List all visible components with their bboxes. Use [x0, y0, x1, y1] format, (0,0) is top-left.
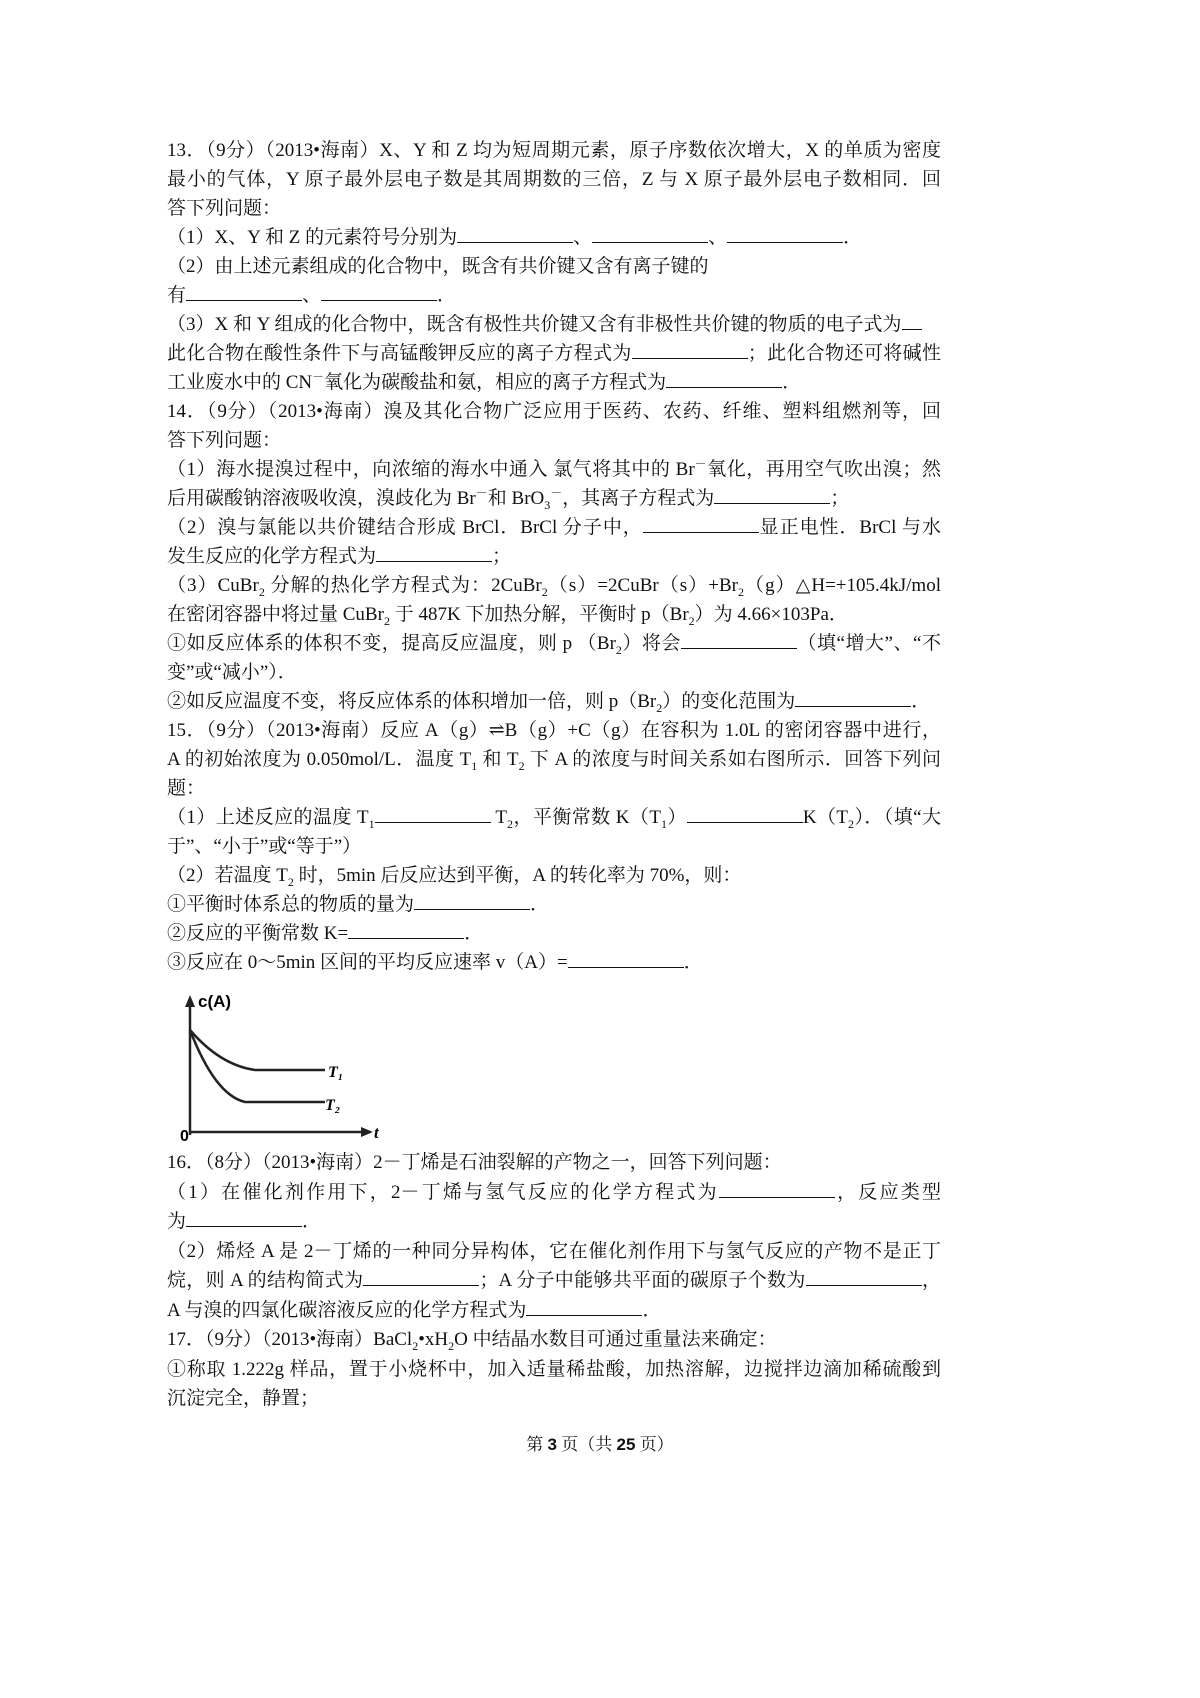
text-segment: 于”、“小于”或“等于”）: [167, 836, 362, 857]
text-line: [167, 513, 941, 542]
text-segment: ；: [830, 488, 850, 509]
curve-t1-label: T₁: [328, 1064, 344, 1081]
text-segment: 于 487K 下加热分解，平衡时 p（Br: [389, 604, 689, 625]
subscript: 2: [688, 613, 695, 628]
text-segment: 16．（8分）（2013•海南）2－丁烯是石油裂解的产物之一，回答下列问题：: [167, 1152, 782, 1173]
text-segment: ，平衡常数 K（T: [513, 807, 661, 828]
text-segment: ，: [921, 1270, 941, 1291]
text-segment: 氧化，再用空气吹出溴；然: [706, 459, 941, 480]
text-line: [167, 629, 941, 658]
footer-text: 页）: [635, 1435, 674, 1454]
subscript: 2: [287, 874, 294, 889]
text-line: [167, 1355, 941, 1385]
text-segment: K（T: [802, 807, 849, 828]
answer-blank[interactable]: [526, 1297, 642, 1316]
text-line: [167, 600, 941, 629]
subscript: 2: [258, 584, 265, 599]
text-segment: 烷，则 A 的结构简式为: [167, 1270, 364, 1291]
y-arrow-icon: [185, 995, 195, 1007]
text-segment: （s）=2CuBr（s）+Br: [547, 575, 739, 596]
text-line: [167, 774, 941, 803]
text-segment: A 与溴的四氯化碳溶液反应的化学方程式为: [167, 1299, 527, 1321]
text-segment: ①如反应体系的体积不变，提高反应温度，则 p （Br: [167, 633, 616, 654]
text-segment: （3）X 和 Y 组成的化合物中，既含有极性共价键又含有非极性共价键的物质的电子式为: [167, 314, 902, 335]
text-segment: 沉淀完全，静置；: [167, 1388, 320, 1409]
text-segment: 13．（9分）（2013•海南）X、Y 和 Z 均为短周期元素，原子序数依次增大，X 的单质为密度: [167, 140, 941, 161]
text-segment: ③反应在 0～5min 区间的平均反应速率 v（A）=: [167, 952, 568, 973]
text-segment: ；此化合物还可将碱性: [747, 343, 941, 364]
text-segment: （2）由上述元素组成的化合物中，既含有共价键又含有离子键的: [167, 256, 709, 277]
text-segment: 时，5min 后反应达到平衡，A 的转化率为 70%，则：: [293, 865, 742, 886]
text-segment: 氧化为碳酸盐和氨，相应的离子方程式为: [324, 372, 667, 393]
text-line: [167, 1296, 941, 1326]
text-segment: 答下列问题：: [167, 430, 282, 451]
curve-t1: [190, 1030, 325, 1070]
text-segment: 14．（9分）（2013•海南）溴及其化合物广泛应用于医药、农药、纤维、塑料组燃剂等，回: [167, 401, 941, 422]
answer-blank[interactable]: [643, 514, 759, 533]
text-line: [167, 165, 941, 194]
answer-blank[interactable]: [719, 1179, 835, 1198]
subscript: 2: [518, 758, 525, 773]
text-line: [167, 1325, 941, 1355]
answer-blank[interactable]: [568, 949, 684, 968]
text-segment: 17．（9分）（2013•海南）BaCl: [167, 1329, 413, 1350]
answer-blank[interactable]: [687, 804, 803, 823]
text-segment: 答下列问题：: [167, 198, 282, 219]
answer-blank[interactable]: [414, 891, 530, 910]
text-segment: ；: [492, 546, 512, 567]
text-segment: ．: [782, 372, 802, 393]
text-segment: T: [490, 807, 508, 828]
superscript: －: [550, 485, 563, 500]
text-segment: ，反应类型: [834, 1181, 941, 1203]
footer-text: 页（共: [557, 1435, 617, 1454]
answer-blank[interactable]: [714, 485, 830, 504]
text-line: [167, 919, 941, 948]
answer-blank[interactable]: [375, 804, 491, 823]
text-segment: ①称取 1.222g 样品，置于小烧杯中，加入适量稀盐酸，加热溶解，边搅拌边滴加稀硫酸到: [167, 1358, 941, 1380]
subscript: 3: [544, 497, 551, 512]
answer-blank[interactable]: [592, 224, 708, 243]
text-segment: ）．（填“大: [854, 807, 941, 828]
text-segment: 下 A 的浓度与时间关系如右图所示．回答下列问: [524, 749, 941, 770]
answer-blank[interactable]: [363, 1267, 479, 1286]
text-segment: A 的初始浓度为 0.050mol/L．温度 T: [167, 749, 472, 770]
text-line: [167, 397, 941, 426]
text-segment: 分解的热化学方程式为：2CuBr: [264, 575, 542, 596]
text-segment: （2）溴与氯能以共价键结合形成 BrCl．BrCl 分子中，: [167, 517, 643, 538]
text-line: [167, 832, 941, 861]
answer-blank[interactable]: [186, 282, 302, 301]
text-segment: 显正电性．BrCl 与水: [758, 517, 941, 538]
text-segment: ．: [530, 894, 550, 915]
text-segment: （1）上述反应的温度 T: [167, 807, 369, 828]
text-segment: （1）海水提溴过程中，向浓缩的海水中通入 氯气将其中的 Br: [167, 459, 695, 480]
text-line: [167, 745, 941, 774]
page-number: 3: [547, 1435, 558, 1454]
footer-text: 第: [526, 1435, 548, 1454]
text-line: [167, 310, 941, 339]
subscript: 2: [412, 1338, 419, 1353]
page-footer: [0, 1430, 1200, 1455]
text-segment: ．: [911, 691, 931, 712]
text-line: [167, 687, 941, 716]
text-line: [167, 803, 941, 832]
origin-label: 0: [180, 1128, 189, 1145]
text-line: [167, 484, 941, 513]
text-line: [167, 455, 941, 484]
text-segment: 、: [573, 227, 593, 248]
text-segment: ）将会: [621, 633, 681, 654]
text-segment: 发生反应的化学方程式为: [167, 546, 377, 567]
questions-16-17: [167, 1148, 941, 1414]
text-segment: 为: [167, 1211, 187, 1232]
text-segment: ．: [843, 227, 863, 248]
page-total: 25: [616, 1435, 636, 1454]
text-line: [167, 223, 941, 252]
x-axis-label: t: [374, 1123, 379, 1142]
text-segment: （1）在催化剂作用下，2－丁烯与氢气反应的化学方程式为: [167, 1181, 719, 1203]
subscript: 2: [541, 584, 548, 599]
subscript: 2: [848, 816, 855, 831]
text-segment: ．: [642, 1299, 662, 1321]
text-line: [167, 948, 941, 977]
answer-blank[interactable]: [321, 282, 437, 301]
answer-blank[interactable]: [632, 340, 748, 359]
subscript: 1: [368, 816, 375, 831]
curve-t2: [190, 1030, 325, 1102]
text-segment: （g）△H=+105.4kJ/mol: [744, 575, 941, 596]
text-line: [167, 890, 941, 919]
text-segment: （1）X、Y 和 Z 的元素符号分别为: [167, 227, 458, 248]
subscript: 2: [383, 613, 390, 628]
answer-blank[interactable]: [348, 920, 464, 939]
text-line: [167, 716, 941, 745]
text-segment: ①平衡时体系总的物质的量为: [167, 894, 415, 915]
text-line: [167, 571, 941, 600]
text-line: [167, 1207, 941, 1237]
answer-blank[interactable]: [681, 630, 797, 649]
text-segment: （填“增大”、“不: [797, 633, 941, 654]
superscript: －: [312, 369, 325, 384]
text-segment: （2）若温度 T: [167, 865, 288, 886]
subscript: 2: [448, 1338, 455, 1353]
text-segment: ）的变化范围为: [662, 691, 796, 712]
subscript: 2: [507, 816, 514, 831]
text-segment: 题：: [167, 778, 206, 799]
text-line: [167, 281, 941, 310]
text-segment: 和 T: [477, 749, 519, 770]
text-line: [167, 542, 941, 571]
text-segment: ）: [666, 807, 687, 828]
text-line: [167, 194, 941, 223]
questions-13-15: [167, 136, 941, 977]
text-segment: •xH: [418, 1329, 449, 1350]
answer-blank[interactable]: [795, 688, 911, 707]
text-segment: （3）CuBr: [167, 575, 259, 596]
text-line: [167, 1384, 941, 1414]
text-segment: 在密闭容器中将过量 CuBr: [167, 604, 384, 625]
text-line: [167, 1148, 941, 1178]
answer-blank[interactable]: [666, 369, 782, 388]
answer-blank[interactable]: [457, 224, 573, 243]
text-line: [167, 1178, 941, 1208]
answer-blank[interactable]: [902, 311, 922, 330]
text-line: [167, 136, 941, 165]
text-line: [167, 1237, 941, 1267]
x-arrow-icon: [361, 1127, 373, 1137]
text-segment: 工业废水中的 CN: [167, 372, 313, 393]
text-segment: 、: [708, 227, 728, 248]
superscript: －: [475, 485, 488, 500]
concentration-time-figure: [160, 985, 400, 1150]
text-line: [167, 426, 941, 455]
text-line: [167, 339, 941, 368]
text-line: [167, 861, 941, 890]
text-segment: （2）烯烃 A 是 2－丁烯的一种同分异构体，它在催化剂作用下与氢气反应的产物不是正丁: [167, 1240, 941, 1262]
text-segment: 和 BrO: [487, 488, 545, 509]
y-axis-label: c(A): [198, 992, 232, 1011]
subscript: 1: [471, 758, 478, 773]
text-segment: O 中结晶水数目可通过重量法来确定：: [454, 1329, 777, 1350]
subscript: 2: [615, 642, 622, 657]
text-segment: 此化合物在酸性条件下与高锰酸钾反应的离子方程式为: [167, 343, 632, 364]
subscript: 1: [660, 816, 667, 831]
text-segment: ②如反应温度不变，将反应体系的体积增加一倍，则 p（Br: [167, 691, 657, 712]
text-segment: 后用碳酸钠溶液吸收溴，溴歧化为 Br: [167, 488, 476, 509]
text-segment: 最小的气体，Y 原子最外层电子数是其周期数的三倍，Z 与 X 原子最外层电子数相同．回: [167, 169, 941, 190]
text-line: [167, 1266, 941, 1296]
answer-blank[interactable]: [727, 224, 843, 243]
text-segment: ，其离子方程式为: [562, 488, 715, 509]
text-segment: ②反应的平衡常数 K=: [167, 923, 349, 944]
subscript: 2: [656, 700, 663, 715]
superscript: －: [694, 456, 707, 471]
subscript: 2: [738, 584, 745, 599]
text-segment: 有: [167, 285, 187, 306]
curve-t2-label: T₂: [325, 1097, 341, 1114]
text-segment: ．: [683, 952, 703, 973]
text-segment: ．: [464, 923, 484, 944]
text-segment: ）为 4.66×103Pa．: [694, 604, 848, 625]
answer-blank[interactable]: [186, 1208, 302, 1227]
answer-blank[interactable]: [806, 1267, 922, 1286]
text-segment: ．: [302, 1211, 322, 1232]
text-line: [167, 368, 941, 397]
text-segment: 变”或“减小”）．: [167, 662, 297, 683]
text-segment: 15．（9分）（2013•海南）反应 A（g）⇌B（g）+C（g）在容积为 1.0L 的密闭容器中进行，: [167, 720, 941, 741]
answer-blank[interactable]: [376, 543, 492, 562]
text-segment: 、: [302, 285, 322, 306]
text-line: [167, 658, 941, 687]
text-segment: ；A 分子中能够共平面的碳原子个数为: [479, 1270, 806, 1291]
text-segment: ．: [437, 285, 457, 306]
text-line: [167, 252, 941, 281]
